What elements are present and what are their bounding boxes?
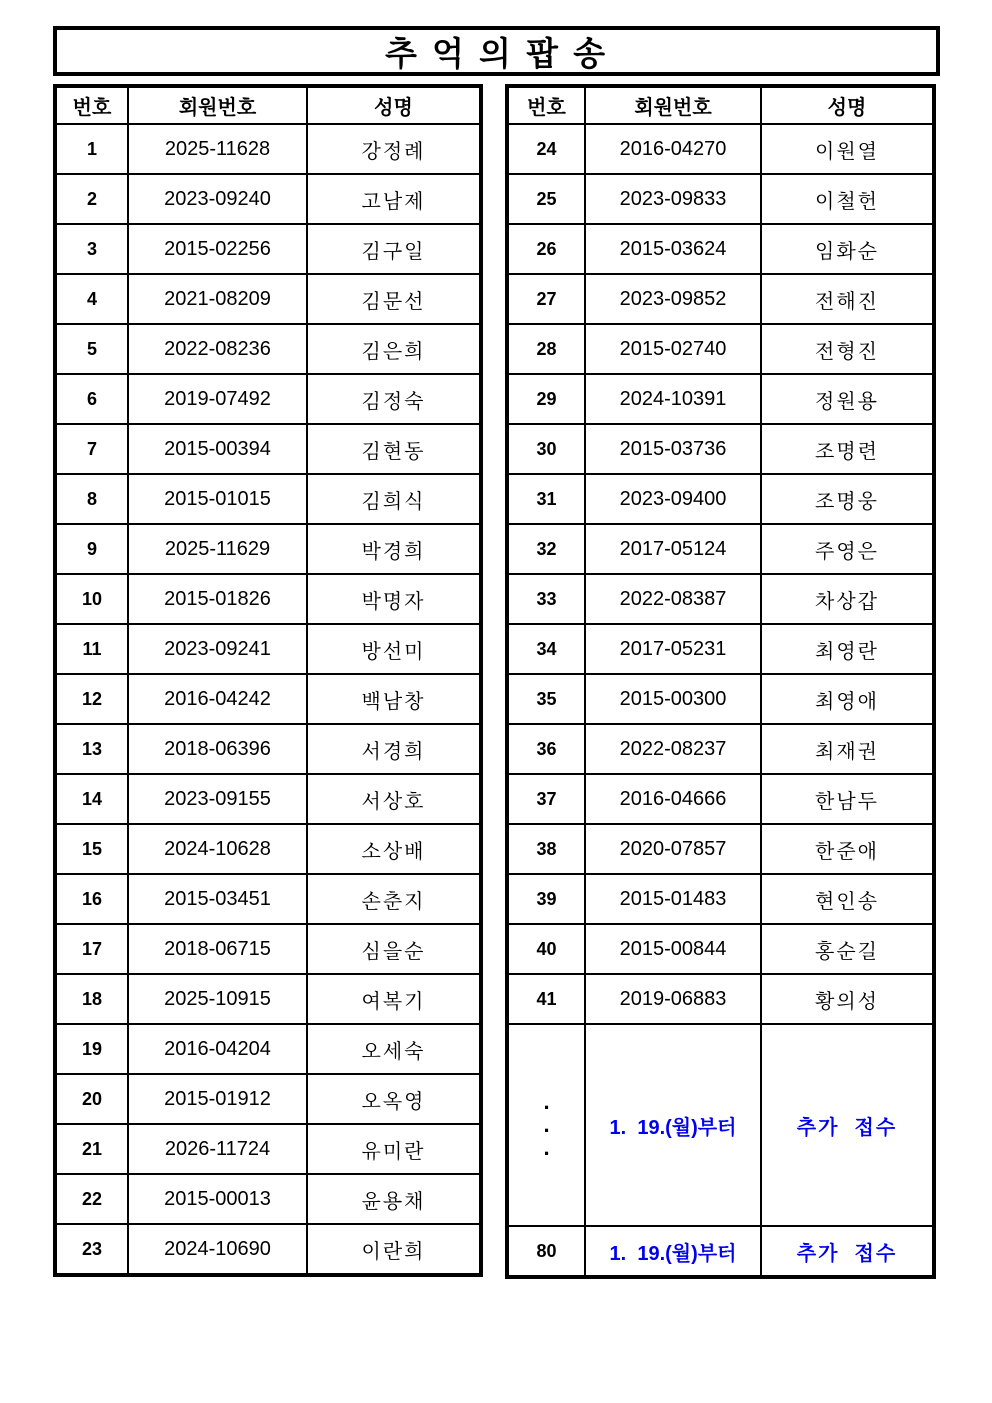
ellipsis-cell — [507, 1024, 585, 1226]
member-name-cell: 조명련 — [761, 424, 934, 474]
member-id-cell: 2023-09241 — [128, 624, 307, 674]
dot: . — [543, 1112, 550, 1137]
member-name-cell: 차상갑 — [761, 574, 934, 624]
table-row — [507, 874, 934, 924]
row-number-cell: 21 — [55, 1124, 128, 1174]
member-name-cell: 황의성 — [761, 974, 934, 1024]
row-number-cell: 80 — [507, 1226, 585, 1277]
table-body-left — [55, 124, 481, 1275]
page-title: 추 억 의 팝 송 — [384, 34, 609, 72]
table-row — [507, 724, 934, 774]
table-row — [55, 174, 481, 224]
table-row — [507, 824, 934, 874]
row-number-cell: 38 — [507, 824, 585, 874]
member-table-right — [505, 84, 936, 1279]
row-number-cell: 10 — [55, 574, 128, 624]
column-header: 성명 — [761, 86, 934, 124]
table-row — [55, 674, 481, 724]
member-id-cell: 2023-09400 — [585, 474, 761, 524]
row-number-cell: 19 — [55, 1024, 128, 1074]
member-name-cell: 최재권 — [761, 724, 934, 774]
table-row — [55, 124, 481, 174]
member-id-cell: 2015-03451 — [128, 874, 307, 924]
member-name-cell: 이란희 — [307, 1224, 481, 1275]
table-row — [55, 274, 481, 324]
member-name-cell: 이원열 — [761, 124, 934, 174]
row-number-cell: 27 — [507, 274, 585, 324]
member-name-cell: 정원용 — [761, 374, 934, 424]
table-row — [507, 924, 934, 974]
column-header: 회원번호 — [128, 86, 307, 124]
table-row — [507, 474, 934, 524]
member-name-cell: 이철헌 — [761, 174, 934, 224]
table-row — [55, 324, 481, 374]
member-name-cell: 전형진 — [761, 324, 934, 374]
member-id-cell: 2025-10915 — [128, 974, 307, 1024]
row-number-cell: 23 — [55, 1224, 128, 1275]
row-number-cell: 18 — [55, 974, 128, 1024]
row-number-cell: 40 — [507, 924, 585, 974]
table-row — [55, 1024, 481, 1074]
table-row — [55, 974, 481, 1024]
row-number-cell: 33 — [507, 574, 585, 624]
row-number-cell: 16 — [55, 874, 128, 924]
member-name-cell: 한남두 — [761, 774, 934, 824]
table-row — [55, 624, 481, 674]
table-row — [507, 424, 934, 474]
member-id-cell: 2024-10391 — [585, 374, 761, 424]
member-id-cell: 2026-11724 — [128, 1124, 307, 1174]
table-header-left — [55, 86, 481, 124]
row-number-cell: 39 — [507, 874, 585, 924]
row-number-cell: 5 — [55, 324, 128, 374]
member-id-cell: 2023-09852 — [585, 274, 761, 324]
member-id-cell: 1. 19.(월)부터 — [585, 1226, 761, 1277]
member-id-cell: 1. 19.(월)부터 — [585, 1024, 761, 1226]
member-name-cell: 최영란 — [761, 624, 934, 674]
table-row — [55, 474, 481, 524]
member-id-cell: 2018-06715 — [128, 924, 307, 974]
row-number-cell: 4 — [55, 274, 128, 324]
member-id-cell: 2025-11629 — [128, 524, 307, 574]
member-name-cell: 박명자 — [307, 574, 481, 624]
member-id-cell: 2019-06883 — [585, 974, 761, 1024]
column-header: 회원번호 — [585, 86, 761, 124]
member-id-cell: 2024-10628 — [128, 824, 307, 874]
member-id-cell: 2015-00394 — [128, 424, 307, 474]
member-id-cell: 2017-05231 — [585, 624, 761, 674]
table-row — [507, 374, 934, 424]
row-number-cell: 31 — [507, 474, 585, 524]
table-row — [507, 274, 934, 324]
member-name-cell: 고남제 — [307, 174, 481, 224]
table-row — [507, 524, 934, 574]
member-id-cell: 2022-08236 — [128, 324, 307, 374]
member-id-cell: 2020-07857 — [585, 824, 761, 874]
member-id-cell: 2017-05124 — [585, 524, 761, 574]
row-number-cell: 24 — [507, 124, 585, 174]
member-id-cell: 2015-00013 — [128, 1174, 307, 1224]
row-number-cell: 17 — [55, 924, 128, 974]
row-number-cell: 20 — [55, 1074, 128, 1124]
table-row — [55, 774, 481, 824]
table-row — [55, 524, 481, 574]
member-id-cell: 2023-09155 — [128, 774, 307, 824]
member-id-cell: 2015-02740 — [585, 324, 761, 374]
row-number-cell: 26 — [507, 224, 585, 274]
table-row — [55, 1074, 481, 1124]
member-name-cell: 한준애 — [761, 824, 934, 874]
table-row — [55, 1174, 481, 1224]
member-id-cell: 2016-04204 — [128, 1024, 307, 1074]
table-row — [55, 1124, 481, 1174]
member-name-cell: 윤용채 — [307, 1174, 481, 1224]
member-name-cell: 추가 접수 — [761, 1024, 934, 1226]
table-row — [55, 724, 481, 774]
table-row — [55, 824, 481, 874]
row-number-cell: 35 — [507, 674, 585, 724]
table-row — [507, 974, 934, 1024]
member-name-cell: 김문선 — [307, 274, 481, 324]
dot: . — [543, 1135, 550, 1160]
member-id-cell: 2016-04270 — [585, 124, 761, 174]
row-number-cell: 15 — [55, 824, 128, 874]
member-name-cell: 김현동 — [307, 424, 481, 474]
table-row — [507, 774, 934, 824]
member-id-cell: 2015-01826 — [128, 574, 307, 624]
table-row — [507, 574, 934, 624]
table-row — [507, 674, 934, 724]
dot: . — [543, 1089, 550, 1114]
member-name-cell: 백남창 — [307, 674, 481, 724]
member-id-cell: 2025-11628 — [128, 124, 307, 174]
table-row — [55, 374, 481, 424]
row-number-cell: 32 — [507, 524, 585, 574]
member-name-cell: 여복기 — [307, 974, 481, 1024]
row-number-cell: 12 — [55, 674, 128, 724]
row-number-cell: 8 — [55, 474, 128, 524]
table-row — [507, 324, 934, 374]
member-name-cell: 방선미 — [307, 624, 481, 674]
table-row — [55, 224, 481, 274]
member-name-cell: 임화순 — [761, 224, 934, 274]
member-id-cell: 2015-03624 — [585, 224, 761, 274]
member-name-cell: 서상호 — [307, 774, 481, 824]
row-number-cell: 30 — [507, 424, 585, 474]
column-header: 성명 — [307, 86, 481, 124]
member-table-left — [53, 84, 483, 1277]
member-name-cell: 전해진 — [761, 274, 934, 324]
row-number-cell: 22 — [55, 1174, 128, 1224]
member-id-cell: 2016-04666 — [585, 774, 761, 824]
row-number-cell: 1 — [55, 124, 128, 174]
table-row — [507, 124, 934, 174]
member-name-cell: 조명웅 — [761, 474, 934, 524]
table-row — [507, 624, 934, 674]
member-id-cell: 2015-01015 — [128, 474, 307, 524]
member-name-cell: 홍순길 — [761, 924, 934, 974]
member-name-cell: 오옥영 — [307, 1074, 481, 1124]
table-row — [55, 1224, 481, 1275]
row-number-cell: 29 — [507, 374, 585, 424]
member-name-cell: 손춘지 — [307, 874, 481, 924]
member-name-cell: 박경희 — [307, 524, 481, 574]
row-number-cell: 14 — [55, 774, 128, 824]
table-row — [507, 1024, 934, 1226]
table-row — [507, 224, 934, 274]
column-header: 번호 — [507, 86, 585, 124]
title-box — [53, 26, 940, 76]
table-row — [55, 924, 481, 974]
member-id-cell: 2015-01483 — [585, 874, 761, 924]
member-name-cell: 소상배 — [307, 824, 481, 874]
member-id-cell: 2015-00300 — [585, 674, 761, 724]
header-row — [55, 86, 481, 124]
row-number-cell: 2 — [55, 174, 128, 224]
member-name-cell: 유미란 — [307, 1124, 481, 1174]
member-id-cell: 2024-10690 — [128, 1224, 307, 1275]
member-name-cell: 김정숙 — [307, 374, 481, 424]
table-row — [55, 874, 481, 924]
table-row — [55, 424, 481, 474]
member-name-cell: 김희식 — [307, 474, 481, 524]
row-number-cell: 7 — [55, 424, 128, 474]
member-name-cell: 김은희 — [307, 324, 481, 374]
member-id-cell: 2022-08237 — [585, 724, 761, 774]
row-number-cell: 3 — [55, 224, 128, 274]
table-header-right — [507, 86, 934, 124]
member-id-cell: 2015-03736 — [585, 424, 761, 474]
row-number-cell: 28 — [507, 324, 585, 374]
member-name-cell: 서경희 — [307, 724, 481, 774]
member-name-cell: 오세숙 — [307, 1024, 481, 1074]
member-name-cell: 최영애 — [761, 674, 934, 724]
member-name-cell: 강정례 — [307, 124, 481, 174]
member-id-cell: 2015-00844 — [585, 924, 761, 974]
member-name-cell: 심을순 — [307, 924, 481, 974]
member-id-cell: 2023-09240 — [128, 174, 307, 224]
row-number-cell: 25 — [507, 174, 585, 224]
row-number-cell: 34 — [507, 624, 585, 674]
table-row — [55, 574, 481, 624]
member-id-cell: 2018-06396 — [128, 724, 307, 774]
member-id-cell: 2023-09833 — [585, 174, 761, 224]
member-id-cell: 2016-04242 — [128, 674, 307, 724]
table-row — [507, 1226, 934, 1277]
member-id-cell: 2015-02256 — [128, 224, 307, 274]
member-name-cell: 김구일 — [307, 224, 481, 274]
table-body-right — [507, 124, 934, 1277]
header-row — [507, 86, 934, 124]
row-number-cell: 37 — [507, 774, 585, 824]
table-row — [507, 174, 934, 224]
row-number-cell: 41 — [507, 974, 585, 1024]
member-id-cell: 2015-01912 — [128, 1074, 307, 1124]
row-number-cell: 11 — [55, 624, 128, 674]
member-id-cell: 2022-08387 — [585, 574, 761, 624]
column-header: 번호 — [55, 86, 128, 124]
member-id-cell: 2021-08209 — [128, 274, 307, 324]
member-name-cell: 주영은 — [761, 524, 934, 574]
member-name-cell: 추가 접수 — [761, 1226, 934, 1277]
member-name-cell: 현인송 — [761, 874, 934, 924]
member-id-cell: 2019-07492 — [128, 374, 307, 424]
row-number-cell: 6 — [55, 374, 128, 424]
row-number-cell: 9 — [55, 524, 128, 574]
row-number-cell: 13 — [55, 724, 128, 774]
row-number-cell: 36 — [507, 724, 585, 774]
